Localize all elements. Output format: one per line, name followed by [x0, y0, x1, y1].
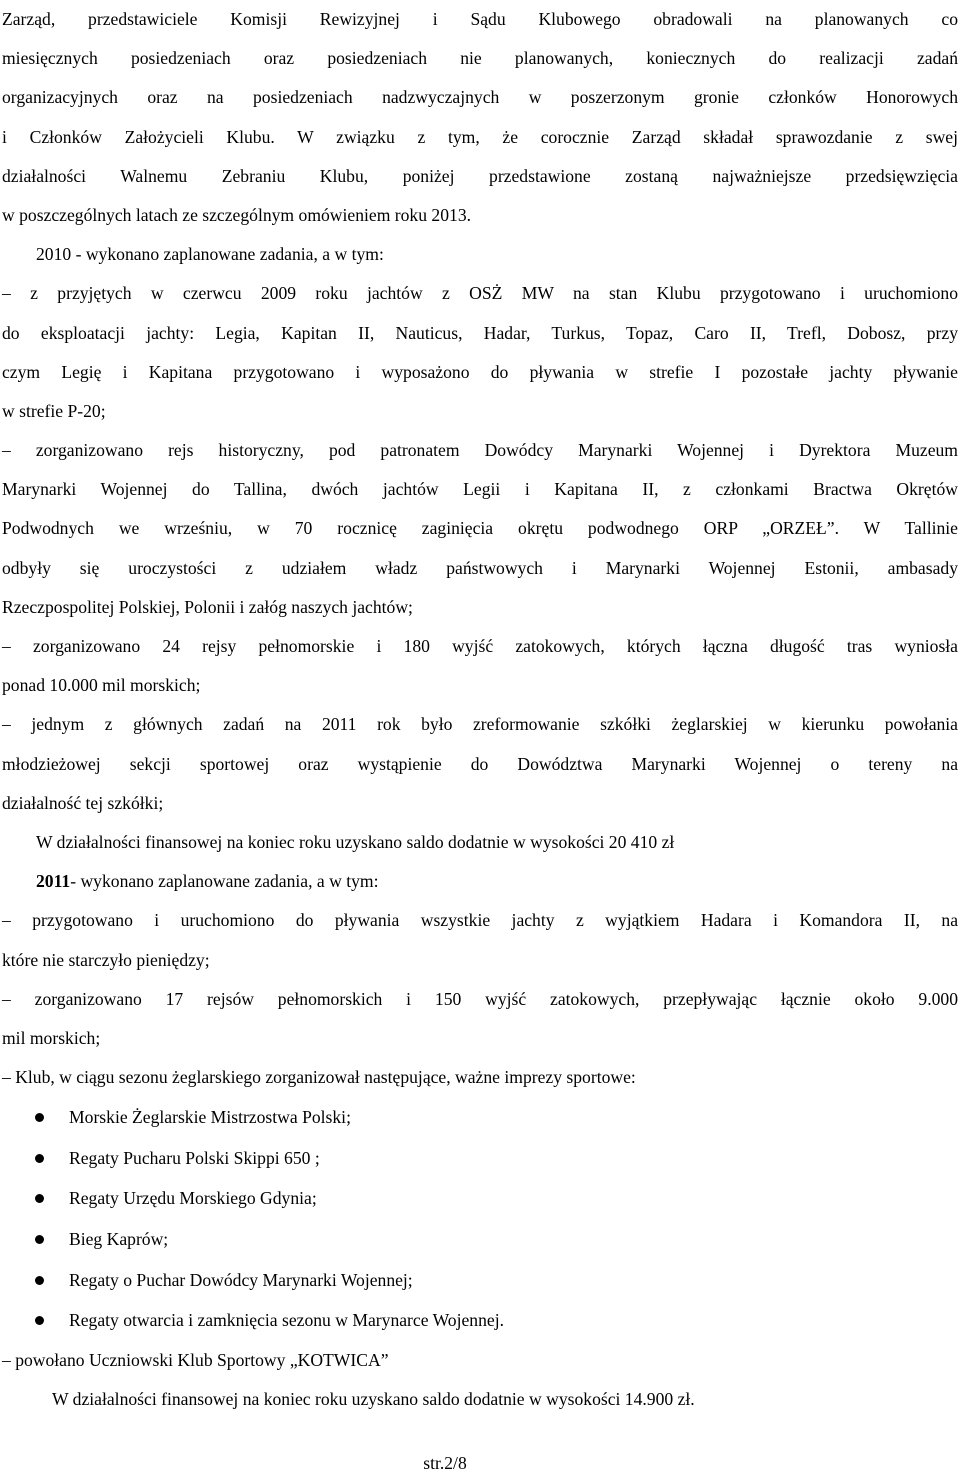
event-item: [2, 1260, 958, 1301]
bullet-icon: [35, 1276, 44, 1285]
event-item: [2, 1178, 958, 1219]
text-line: Marynarki Wojennej do Tallina, dwóch jachtów Legii i Kapitana II, z członkami Bractwa Okrętów: [2, 479, 958, 500]
text-line: czym Legię i Kapitana przygotowano i wyposażono do pływania w strefie I pozostałe jachty pływanie: [2, 361, 958, 382]
text-line: które nie starczyło pieniędzy;: [2, 949, 210, 970]
event-label: Regaty Urzędu Morskiego Gdynia;: [69, 1188, 317, 1209]
text-line: – zorganizowano 17 rejsów pełnomorskich i 150 wyjść zatokowych, przepływając łącznie około 9.000: [2, 988, 958, 1009]
intro-paragraph: [2, 0, 958, 235]
year-2011-heading-text: - wykonano zaplanowane zadania, a w tym:: [70, 871, 379, 892]
text-line: w poszczególnych latach ze szczególnym omówieniem roku 2013.: [2, 204, 472, 225]
bullet-icon: [35, 1154, 44, 1163]
finance-2011: W działalności finansowej na koniec roku uzyskano saldo dodatnie w wysokości 14.900 zł.: [52, 1389, 695, 1409]
year-2011-section: [2, 862, 958, 1419]
text-line: ponad 10.000 mil morskich;: [2, 675, 201, 696]
text-line: młodzieżowej sekcji sportowej oraz wystąpienie do Dowództwa Marynarki Wojennej o tereny na: [2, 753, 958, 774]
text-line: Zarząd, przedstawiciele Komisji Rewizyjnej i Sądu Klubowego obradowali na planowanych co: [2, 9, 958, 29]
year-2011-label: 2011: [36, 871, 71, 892]
text-line: odbyły się uroczystości z udziałem władz państwowych i Marynarki Wojennej Estonii, ambasady: [2, 557, 958, 578]
year-2010-section: [2, 235, 958, 862]
list-item: [2, 274, 958, 431]
club-founded-line: – powołano Uczniowski Klub Sportowy „KOTWICA”: [2, 1349, 389, 1370]
event-label: Regaty Pucharu Polski Skippi 650 ;: [69, 1147, 320, 1168]
event-label: Regaty o Puchar Dowódcy Marynarki Wojennej;: [69, 1269, 413, 1290]
document-body: [2, 0, 958, 1419]
event-label: Bieg Kaprów;: [69, 1229, 169, 1250]
list-item: [2, 980, 958, 1058]
text-line: w strefie P-20;: [2, 400, 106, 421]
bullet-icon: [35, 1194, 44, 1203]
list-item: [2, 431, 958, 627]
list-item: [2, 1058, 958, 1097]
text-line: organizacyjnych oraz na posiedzeniach nadzwyczajnych w poszerzonym gronie członków Honorowych: [2, 87, 958, 108]
list-item: [2, 901, 958, 979]
text-line: – zorganizowano rejs historyczny, pod patronatem Dowódcy Marynarki Wojennej i Dyrektora Muzeum: [2, 440, 958, 461]
text-line: Rzeczpospolitej Polskiej, Polonii i załóg naszych jachtów;: [2, 596, 413, 617]
text-line: i Członków Założycieli Klubu. W związku z tym, że corocznie Zarząd składał sprawozdanie z swej: [2, 126, 958, 147]
text-line: miesięcznych posiedzeniach oraz posiedzeniach nie planowanych, koniecznych do realizacji zadań: [2, 48, 958, 69]
event-label: Regaty otwarcia i zamknięcia sezonu w Marynarce Wojennej.: [69, 1310, 504, 1331]
bullet-icon: [35, 1316, 44, 1325]
list-item: [2, 627, 958, 705]
text-line: mil morskich;: [2, 1027, 101, 1048]
page-number: [0, 1451, 960, 1475]
year-2010-heading: 2010 - wykonano zaplanowane zadania, a w tym:: [36, 244, 384, 265]
finance-2010: W działalności finansowej na koniec roku uzyskano saldo dodatnie w wysokości 20 410 zł: [36, 831, 675, 852]
text-line: do eksploatacji jachty: Legia, Kapitan II, Nauticus, Hadar, Turkus, Topaz, Caro II, Trefl, Dobosz, przy: [2, 322, 958, 343]
events-list: [2, 1097, 958, 1341]
event-item: [2, 1097, 958, 1138]
event-label: Morskie Żeglarskie Mistrzostwa Polski;: [69, 1107, 351, 1128]
list-item: [2, 705, 958, 823]
page-number-label: str.2/8: [423, 1453, 467, 1473]
event-item: [2, 1300, 958, 1341]
text-line: – Klub, w ciągu sezonu żeglarskiego zorganizował następujące, ważne imprezy sportowe:: [2, 1067, 636, 1088]
text-line: działalności Walnemu Zebraniu Klubu, poniżej przedstawione zostaną najważniejsze przedsięwzięcia: [2, 165, 958, 186]
text-line: – przygotowano i uruchomiono do pływania wszystkie jachty z wyjątkiem Hadara i Komandora II, na: [2, 910, 958, 931]
bullet-icon: [35, 1235, 44, 1244]
text-line: działalność tej szkółki;: [2, 792, 164, 813]
event-item: [2, 1138, 958, 1179]
text-line: – z przyjętych w czerwcu 2009 roku jachtów z OSŻ MW na stan Klubu przygotowano i uruchomiono: [2, 283, 958, 304]
text-line: – zorganizowano 24 rejsy pełnomorskie i 180 wyjść zatokowych, których łączna długość tras wyniosła: [2, 636, 958, 656]
event-item: [2, 1219, 958, 1260]
text-line: – jednym z głównych zadań na 2011 rok było zreformowanie szkółki żeglarskiej w kierunku powołania: [2, 714, 958, 735]
text-line: Podwodnych we wrześniu, w 70 rocznicę zaginięcia okrętu podwodnego ORP „ORZEŁ”. W Tallinie: [2, 518, 958, 539]
bullet-icon: [35, 1113, 44, 1122]
year-2011-heading: [2, 862, 958, 901]
